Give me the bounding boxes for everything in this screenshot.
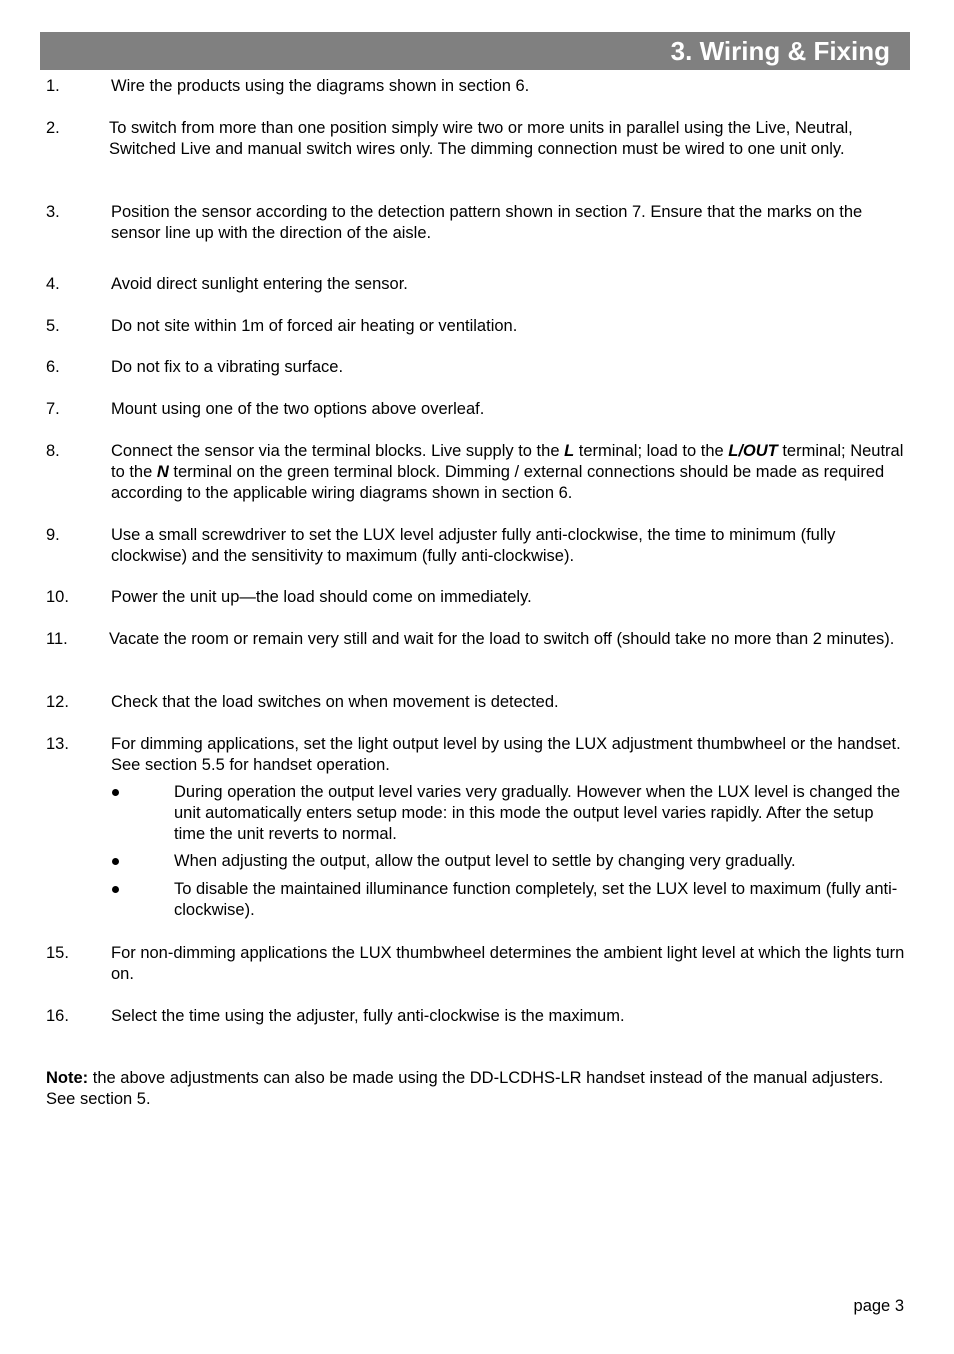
neutral-terminal-label: N <box>156 463 169 481</box>
item-number: 9. <box>46 526 60 544</box>
item-text: For dimming applications, set the light output level by using the LUX adjustment thumbwheel or the handset. See section 5.5 for handset operation. <box>111 735 901 774</box>
item-text: Avoid direct sunlight entering the sensor. <box>111 275 408 293</box>
item-text: For non-dimming applications the LUX thumbwheel determines the ambient light level at which the lights turn on. <box>111 944 905 983</box>
item-number: 8. <box>46 442 60 460</box>
load-terminal-label: L/OUT <box>728 442 778 460</box>
item-number: 7. <box>46 400 60 418</box>
item-text-part: terminal; load to the <box>574 442 729 460</box>
item-number: 1. <box>46 77 60 95</box>
bullet-icon <box>112 886 119 893</box>
item-text: Position the sensor according to the detection pattern shown in section 7. Ensure that the marks on the sensor line up with the direction of the aisle. <box>111 203 863 242</box>
item-number: 5. <box>46 317 60 335</box>
item-number: 6. <box>46 358 60 376</box>
item-number: 3. <box>46 203 60 221</box>
item-text-part: Connect the sensor via the terminal blocks. Live supply to the <box>111 442 565 460</box>
section-header-bar <box>40 32 910 70</box>
note-label: Note: <box>46 1069 89 1087</box>
item-text: Mount using one of the two options above overleaf. <box>111 400 485 418</box>
bullet-text: When adjusting the output, allow the output level to settle by changing very gradually. <box>174 852 796 870</box>
item-number: 13. <box>46 735 69 753</box>
item-text-part: terminal; Neutral to the <box>111 442 904 481</box>
item-text: Wire the products using the diagrams shown in section 6. <box>111 77 530 95</box>
bullet-icon <box>112 789 119 796</box>
item-number: 15. <box>46 944 69 962</box>
note-paragraph <box>46 1068 906 1110</box>
bullet-text: To disable the maintained illuminance function completely, set the LUX level to maximum (fully anti-clockwise). <box>174 880 898 919</box>
live-terminal-label: L <box>564 442 575 460</box>
bullet-icon <box>112 858 119 865</box>
item-text: Check that the load switches on when movement is detected. <box>111 693 559 711</box>
item-text: Do not site within 1m of forced air heating or ventilation. <box>111 317 518 335</box>
item-number: 2. <box>46 119 60 137</box>
item-text: Select the time using the adjuster, fully anti-clockwise is the maximum. <box>111 1007 625 1025</box>
item-text: Power the unit up—the load should come on immediately. <box>111 588 532 606</box>
item-text: Do not fix to a vibrating surface. <box>111 358 344 376</box>
item-number: 10. <box>46 588 69 606</box>
item-number: 12. <box>46 693 69 711</box>
note-text: the above adjustments can also be made using the DD-LCDHS-LR handset instead of the manual adjusters. See section 5. <box>46 1069 884 1108</box>
item-number: 11. <box>46 630 68 648</box>
item-text: Use a small screwdriver to set the LUX level adjuster fully anti-clockwise, the time to minimum (fully clockwise) and the sensitivity to maximum (fully anti-clockwise). <box>111 526 836 565</box>
item-text: To switch from more than one position simply wire two or more units in parallel using the Live, Neutral, Switched Live and manual switch wires only. The dimming connection must be wired to one unit only. <box>109 119 853 158</box>
item-number: 4. <box>46 275 60 293</box>
bullet-text: During operation the output level varies very gradually. However when the LUX level is changed the unit automatically enters setup mode: in this mode the output level varies rapidly. After the setup time the unit reverts to normal. <box>174 783 901 843</box>
page-number: page 3 <box>853 1297 904 1315</box>
item-number: 16. <box>46 1007 69 1025</box>
item-text: Vacate the room or remain very still and wait for the load to switch off (should take no more than 2 minutes). <box>109 630 895 648</box>
item-text <box>111 441 906 504</box>
section-title: 3. Wiring & Fixing <box>670 36 890 66</box>
item-text-part: terminal on the green terminal block. Dimming / external connections should be made as required according to the applicable wiring diagrams shown in section 6. <box>111 463 885 502</box>
